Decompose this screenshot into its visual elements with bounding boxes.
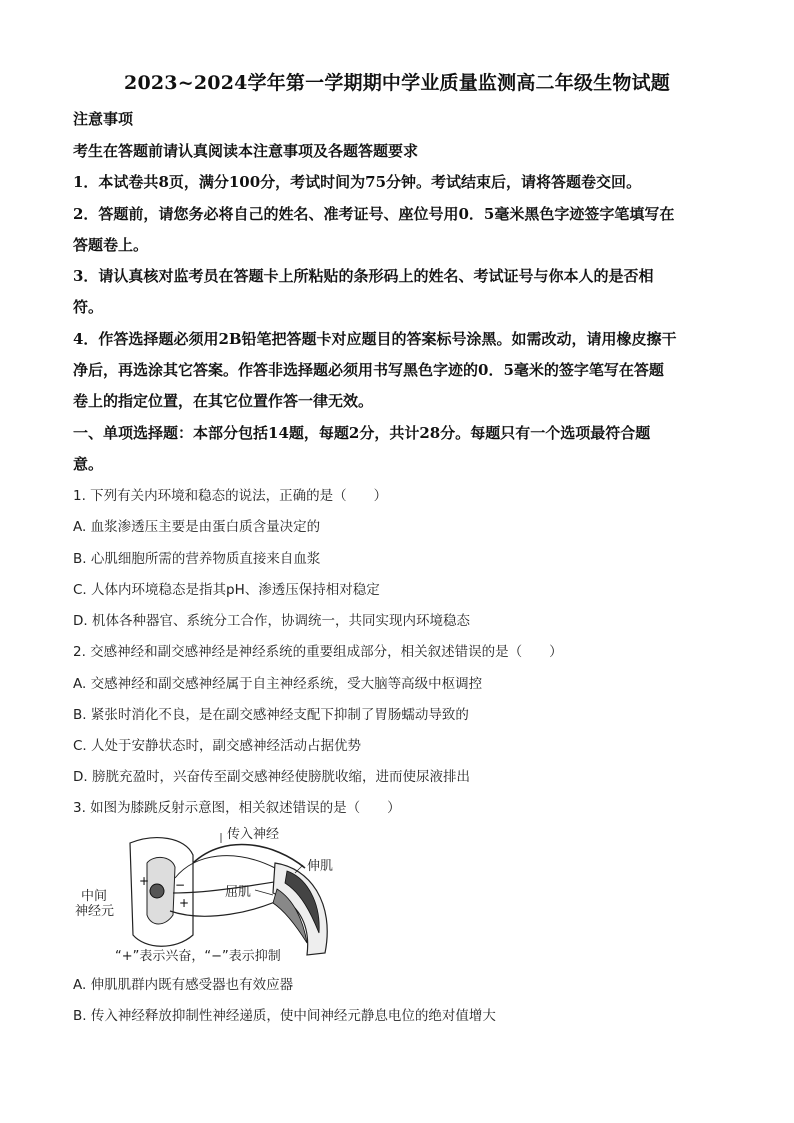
label-afferent-nerve: 传入神经 <box>227 827 280 842</box>
question-option: B. 心肌细胞所需的营养物质直接来自血浆 <box>73 551 321 567</box>
label-extensor: 伸肌 <box>307 859 334 874</box>
question-option: C. 人处于安静状态时，副交感神经活动占据优势 <box>73 738 362 754</box>
notice-line: 卷上的指定位置，在其它位置作答一律无效。 <box>73 392 374 410</box>
notice-line: 净后，再选涂其它答案。作答非选择题必须用书写黑色字迹的0．5毫米的签字笔写在答题 <box>73 361 664 379</box>
question-stem: 1. 下列有关内环境和稳态的说法，正确的是（ ） <box>73 488 388 504</box>
notice-heading: 注意事项 <box>73 110 134 128</box>
interneuron-body <box>150 884 164 898</box>
question-option: A. 交感神经和副交感神经属于自主神经系统，受大脑等高级中枢调控 <box>73 676 483 692</box>
question-stem: 3. 如图为膝跳反射示意图，相关叙述错误的是（ ） <box>73 800 401 816</box>
flexor-leader <box>255 890 273 895</box>
notice-line: 符。 <box>73 298 104 316</box>
afferent-nerve-inner <box>175 856 275 878</box>
notice-intro: 考生在答题前请认真阅读本注意事项及各题答题要求 <box>73 142 419 160</box>
label-flexor: 屈肌 <box>225 885 252 900</box>
question-option: D. 膀胱充盈时，兴奋传至副交感神经使膀胱收缩，进而使尿液排出 <box>73 769 470 785</box>
reflex-diagram <box>75 823 340 963</box>
notice-line: 2．答题前，请您务必将自己的姓名、准考证号、座位号用0．5毫米黑色字迹签字笔填写在 <box>73 205 675 223</box>
notice-line: 答题卷上。 <box>73 236 149 254</box>
label-interneuron: 中间 <box>81 889 108 904</box>
inhibit-sign: − <box>175 878 186 892</box>
question-option: D. 机体各种器官、系统分工合作，协调统一，共同实现内环境稳态 <box>73 613 470 629</box>
excite-sign: + <box>179 896 190 910</box>
question-stem: 2. 交感神经和副交感神经是神经系统的重要组成部分，相关叙述错误的是（ ） <box>73 644 563 660</box>
afferent-nerve <box>193 844 305 868</box>
notice-line: 4．作答选择题必须用2B铅笔把答题卡对应题目的答案标号涂黑。如需改动，请用橡皮擦干 <box>73 330 677 348</box>
exam-title: 2023~2024学年第一学期期中学业质量监测高二年级生物试题 <box>124 72 670 94</box>
notice-line: 1．本试卷共8页，满分100分，考试时间为75分钟。考试结束后，请将答题卷交回。 <box>73 173 642 191</box>
question-option: C. 人体内环境稳态是指其pH、渗透压保持相对稳定 <box>73 582 380 598</box>
section-heading: 一、单项选择题：本部分包括14题，每题2分，共计28分。每题只有一个选项最符合题 <box>73 424 651 442</box>
section-heading: 意。 <box>73 455 104 473</box>
label-interneuron: 神经元 <box>75 904 115 919</box>
question-option: B. 紧张时消化不良，是在副交感神经支配下抑制了胃肠蠕动导致的 <box>73 707 469 723</box>
question-option: A. 血浆渗透压主要是由蛋白质含量决定的 <box>73 519 321 535</box>
knee-jerk-reflex-figure <box>75 823 340 963</box>
question-option: A. 伸肌肌群内既有感受器也有效应器 <box>73 977 294 993</box>
question-option: B. 传入神经释放抑制性神经递质，使中间神经元静息电位的绝对值增大 <box>73 1008 496 1024</box>
excite-sign: + <box>139 874 150 888</box>
figure-caption: “+”表示兴奋，“−”表示抑制 <box>115 949 281 964</box>
notice-line: 3．请认真核对监考员在答题卡上所粘贴的条形码上的姓名、考试证号与你本人的是否相 <box>73 267 654 285</box>
